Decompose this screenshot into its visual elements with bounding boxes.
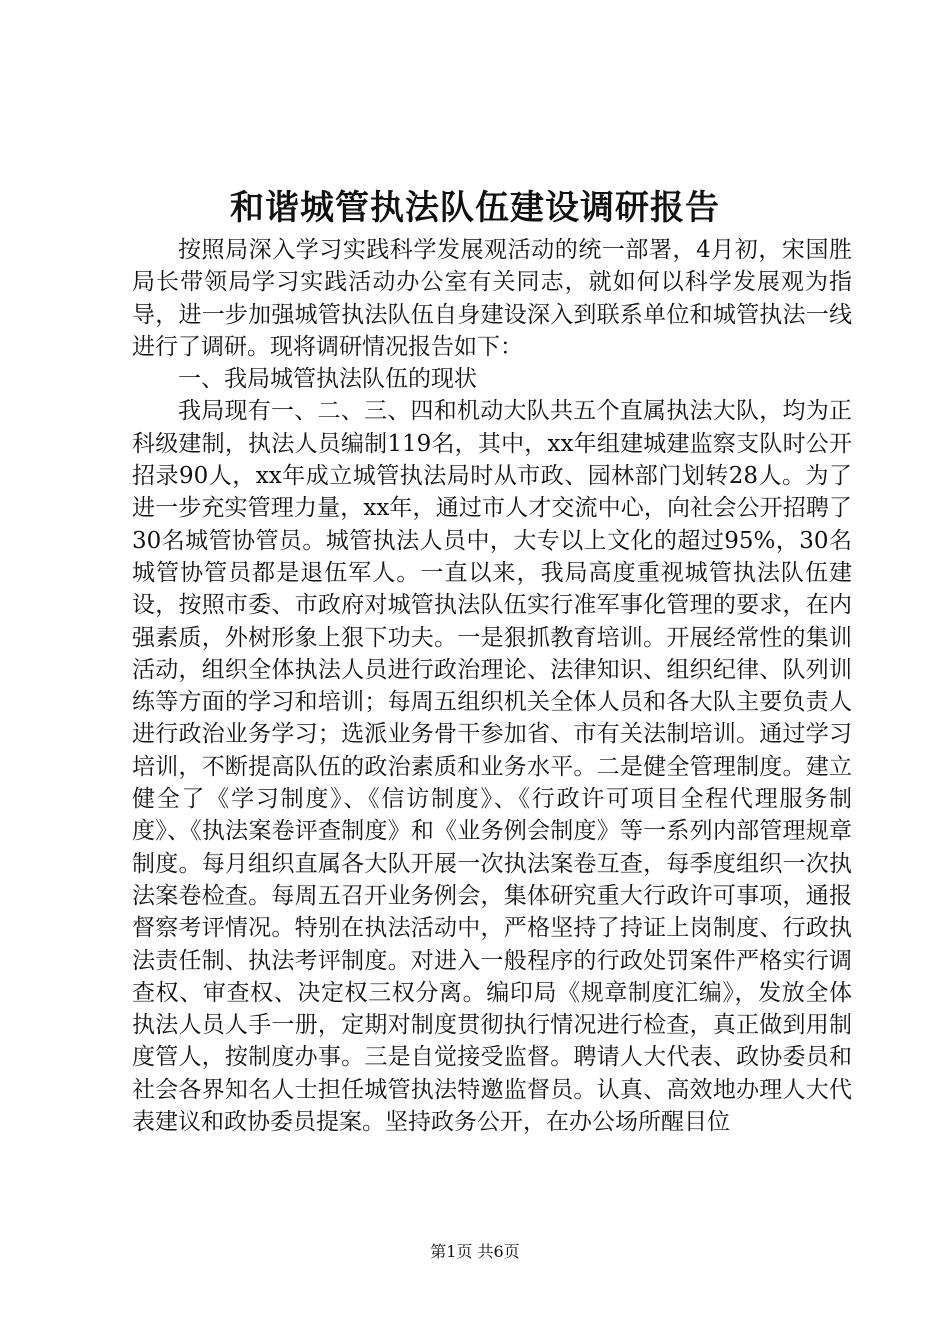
page-number-footer: 第1页 共6页 [430,1242,520,1261]
document-title: 和谐城管执法队伍建设调研报告 [230,188,720,228]
body-paragraph: 我局现有一、二、三、四和机动大队共五个直属执法大队，均为正科级建制，执法人员编制119名，其中，xx年组建城建监察支队时公开招录90人，xx年成立城管执法局时从市政、园林部门划转28人。为了进一步充实管理力量，xx年，通过市人才交流中心，向社会公开招聘了30名城管协管员。城管执法人员中，大专以上文化的超过95%，30名城管协管员都是退伍军人。一直以来，我局高度重视城管执法队伍建设，按照市委、市政府对城管执法队伍实行准军事化管理的要求，在内强素质，外树形象上狠下功夫。一是狠抓教育培训。开展经常性的集训活动，组织全体执法人员进行政治理论、法律知识、组织纪律、队列训练等方面的学习和培训；每周五组织机关全体人员和各大队主要负责人进行政治业务学习；选派业务骨干参加省、市有关法制培训。通过学习培训，不断提高队伍的政治素质和业务水平。二是健全管理制度。建立健全了《学习制度》、《信访制度》、《行政许可项目全程代理服务制度》、《执法案卷评查制度》和《业务例会制度》等一系列内部管理规章制度。每月组织直属各大队开展一次执法案卷互查，每季度组织一次执法案卷检查。每周五召开业务例会，集体研究重大行政许可事项，通报督察考评情况。特别在执法活动中，严格坚持了持证上岗制度、行政执法责任制、执法考评制度。对进入一般程序的行政处罚案件严格实行调查权、审查权、决定权三权分离。编印局《规章制度汇编》，发放全体执法人员人手一册，定期对制度贯彻执行情况进行检查，真正做到用制度管人，按制度办事。三是自觉接受监督。聘请人大代表、政协委员和社会各界知名人士担任城管执法特邀监督员。认真、高效地办理人大代表建议和政协委员提案。坚持政务公开，在办公场所醒目位 [132,398,852,1136]
intro-paragraph: 按照局深入学习实践科学发展观活动的统一部署，4月初，宋国胜局长带领局学习实践活动办公室有关同志，就如何以科学发展观为指导，进一步加强城管执法队伍自身建设深入到联系单位和城管执法一线进行了调研。现将调研情况报告如下： [132,237,852,360]
document-body [132,234,852,1138]
section-heading: 一、我局城管执法队伍的现状 [178,366,477,393]
